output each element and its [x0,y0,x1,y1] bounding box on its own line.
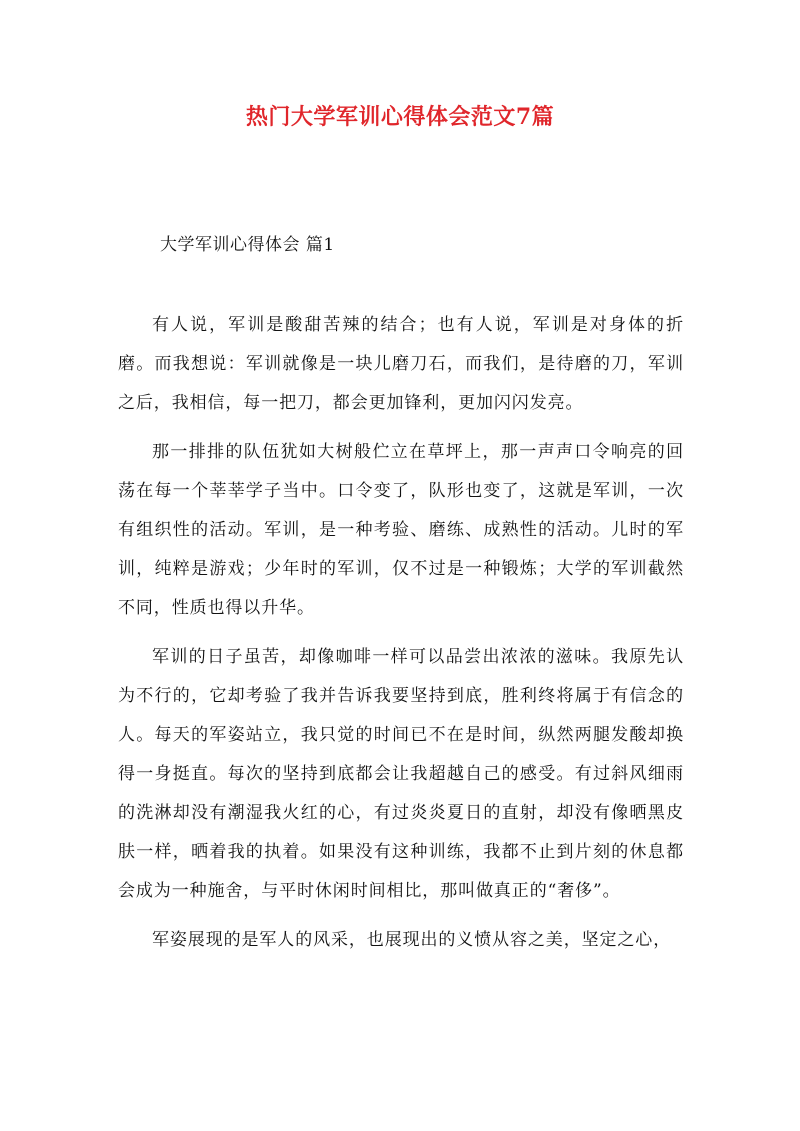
document-title: 热门大学军训心得体会范文7篇 [245,104,555,130]
document-body [118,306,684,970]
paragraph: 有人说，军训是酸甜苦辣的结合；也有人说，军训是对身体的折磨。而我想说：军训就像是一块儿磨刀石，而我们，是待磨的刀，军训之后，我相信，每一把刀，都会更加锋利，更加闪闪发亮。 [118,315,684,413]
section-heading: 大学军训心得体会 篇1 [160,235,335,255]
paragraph: 军姿展现的是军人的风采，也展现出的义愤从容之美，坚定之心， [152,930,672,950]
paragraph: 军训的日子虽苦，却像咖啡一样可以品尝出浓浓的滋味。我原先认为不行的，它却考验了我并告诉我要坚持到底，胜利终将属于有信念的人。每天的军姿站立，我只觉的时间已不在是时间，纵然两腿发酸却换得一身挺直。每次的坚持到底都会让我超越自己的感受。有过斜风细雨的洗淋却没有潮湿我火红的心，有过炎炎夏日的直射，却没有像晒黑皮肤一样，晒着我的执着。如果没有这种训练，我都不止到片刻的休息都会成为一种施舍，与平时休闲时间相比，那叫做真正的“奢侈”。 [118,647,684,901]
paragraph: 那一排排的队伍犹如大树般伫立在草坪上，那一声声口令响亮的回荡在每一个莘莘学子当中。口令变了，队形也变了，这就是军训，一次有组织性的活动。军训，是一种考验、磨练、成熟性的活动。儿时的军训，纯粹是游戏；少年时的军训，仅不过是一种锻炼；大学的军训截然不同，性质也得以升华。 [118,442,684,618]
